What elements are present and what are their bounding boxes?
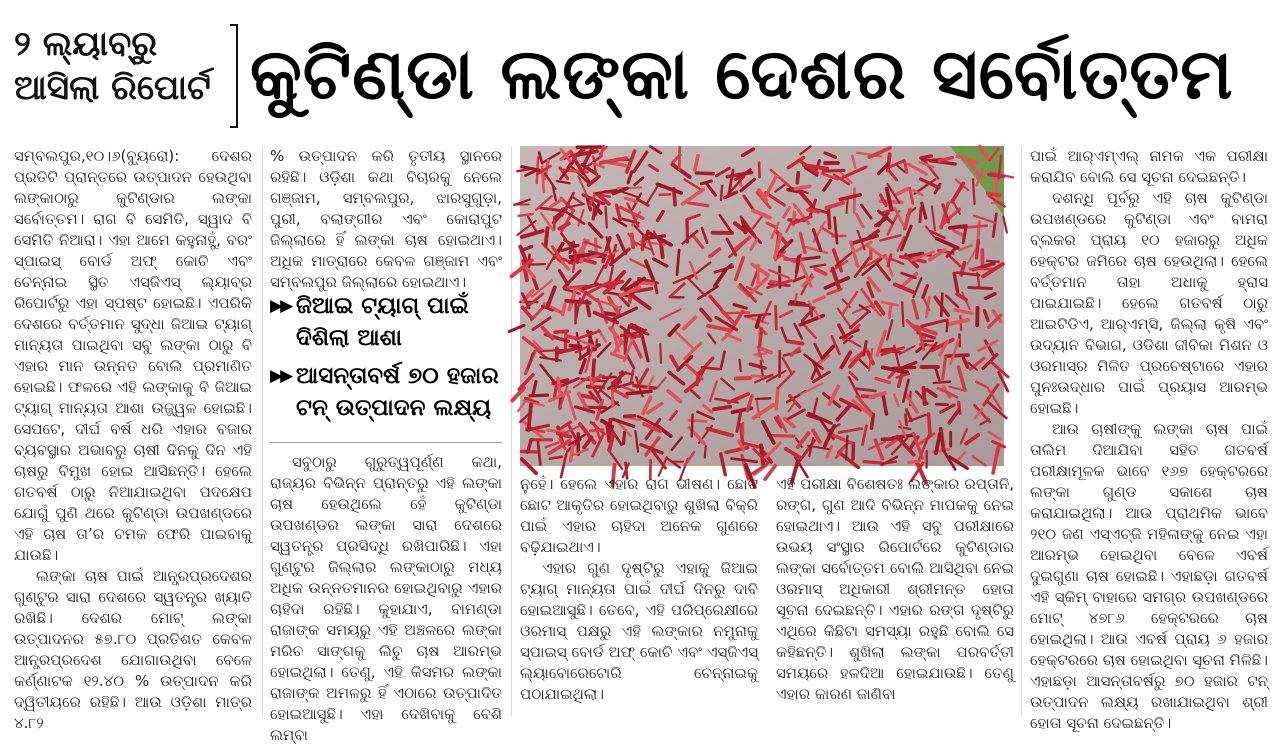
subhead-text: ଆସନ୍ତାବର୍ଷ ୭୦ ହଜାର ଟନ୍ ଉତ୍ପାଦନ ଲକ୍ଷ୍ୟ: [296, 360, 502, 424]
chili: [550, 457, 562, 459]
chili: [947, 320, 948, 332]
chili: [797, 173, 798, 183]
chili: [946, 355, 968, 356]
chili: [546, 228, 548, 246]
chili: [796, 186, 810, 189]
chili: [758, 265, 759, 282]
chili: [736, 378, 750, 379]
chili: [787, 341, 802, 343]
subhead-gi-tag: [270, 290, 502, 354]
chili: [969, 288, 991, 289]
kicker: [14, 22, 226, 110]
chili: [905, 162, 907, 172]
chili: [977, 240, 979, 257]
chili: [988, 193, 1000, 195]
chili: [624, 433, 625, 444]
chili: [627, 391, 651, 393]
chili: [705, 446, 706, 458]
article-column-5: [1030, 146, 1268, 716]
chili: [776, 388, 778, 408]
chili: [714, 407, 730, 409]
chili: [642, 236, 644, 250]
double-arrow-icon: ▶▶: [270, 360, 296, 392]
paragraph: ନୁହେଁ। ହେଲେ ଏହାର ରାଗ ଭୀଷଣ। ଛୋଟ ଛୋଟ ଆକୃତିର ହୋଇଥିବାରୁ ଶୁଖିଲା ବିକ୍ରି ପାଇଁ ଏହାର ଚାହିଦା ଅନେକ ଗୁଣରେ ବଢ଼ିଯାଇଥାଏ।: [520, 474, 758, 558]
double-arrow-icon: ▶▶: [270, 290, 296, 322]
paragraph: ସମ୍ବଲପୁର,୧୦।୬(ବ୍ୟୁରୋ): ଦେଶର ପ୍ରତିଟି ପ୍ରାନ୍ତରେ ଉତ୍ପାଦନ ହେଉଥିବା ଲଙ୍କାଠାରୁ କୁଟିଣ୍ଡାର ଲଙ୍କା ସର୍ବୋତ୍ତମ। ରାଗ ବି ସେମିତି, ସ୍ୱାଦ ବି ସେମିତି ନିଆରା। ଏହା ଆମେ କହୁନାହୁଁ, ବରଂ ସ୍ପାଇସ୍ ବୋର୍ଡ ଅଫ୍ କୋଚି ଏବଂ ଚେନ୍ନାଇ ସ୍ଥିତ ଏସ୍‌ଜିଏସ୍ ଲ୍ୟାବ୍‌ର ରିପୋର୍ଟରୁ ଏହା ସ୍ପଷ୍ଟ ହୋଇଛି। ଏପରିକି ଦେଶରେ ବର୍ତ୍ତମାନ ସୁଦ୍ଧା ଜିଆଇ ଟ୍ୟାଗ୍ ମାନ୍ୟତା ପାଇଥିବା ସବୁ ଲଙ୍କା ଠାରୁ ବି ଏହାର ମାନ ଉନ୍ନତ ବୋଲି ପ୍ରମାଣିତ ହୋଇଛି। ଫଳରେ ଏହି ଲଙ୍କାକୁ ବି ଜିଆଇ ଟ୍ୟାଗ୍ ମାନ୍ୟତା ଆଶା ଉଜ୍ଜ୍ୱଳ ହୋଇଛି। ସେପଟେ, ଦୀର୍ଘ ବର୍ଷ ଧରି ଏହାର ବଜାର ବ୍ୟବସ୍ଥାର ଅଭାବରୁ ଚାଷୀ ଦିନକୁ ଦିନ ଏହି ଚାଷରୁ ବିମୁଖ ହୋଇ ଆସିଛନ୍ତି। ହେଲେ ଗତବର୍ଷ ଠାରୁ ନିଆଯାଇଥିବା ପଦକ୍ଷେପ ଯୋଗୁଁ ପୁଣି ଥରେ କୁଟିଣ୍ଡା ଉପଖଣ୍ଡରେ ଏହି ଚାଷ ତା’ର ଚମକ ଫେରି ପାଇବାକୁ ଯାଉଛି।: [14, 146, 252, 566]
chili: [617, 187, 641, 188]
chili: [702, 367, 719, 369]
kicker-bracket: [230, 24, 238, 128]
paragraph: ଦଶନ୍ଧି ପୂର୍ବରୁ ଏହି ଚାଷ କୁଟିଣ୍ଡା ଉପଖଣ୍ଡରେ କୁଟିଣ୍ଡା ଏବଂ ବାମରା ବ୍ଲକର ପ୍ରାୟ ୧୦ ହଜାରରୁ ଅଧିକ ହେକ୍ଟର ଜମିରେ ଚାଷ ହେଉଥିଲା। ହେଲେ ବର୍ତ୍ତମାନ ତାହା ଅଧାକୁ ହ୍ରାସ ପାଇଯାଇଛି। ହେଲେ ଗତବର୍ଷ ଠାରୁ ଆଇଟିଡିଏ, ଆର୍‌ଏମ୍‌ସି, ଜିଲ୍ଲା କୃଷି ଏବଂ ଉଦ୍ୟାନ ବିଭାଗ, ଓଡିଶା ଜୀବିକା ମିଶନ ଓ ଓରମାସ୍ର ମିଳିତ ପ୍ରଚେଷ୍ଟାରେ ଏହାର ପୁନଃଉଦ୍ଧାର ପାଇଁ ପ୍ରୟାସ ଆରମ୍ଭ ହୋଇଛି।: [1030, 188, 1268, 419]
chili: [606, 207, 607, 228]
chili: [530, 395, 548, 396]
column-divider: [262, 146, 263, 716]
article-column-3: [520, 474, 758, 716]
paragraph: ପାଇଁ ଆର୍‌ଏମ୍‌ଏଲ୍ ନାମକ ଏକ ପରୀକ୍ଷା କରାଯିବ ବୋଲି ସେ ସୂଚନା ଦେଇଛନ୍ତି।: [1030, 146, 1268, 188]
chili: [909, 461, 920, 462]
paragraph: ଲଙ୍କା ଚାଷ ପାଇଁ ଆନ୍ଧ୍ରପ୍ରଦେଶର ଗୁଣ୍ଟୁର ସାରା ଦେଶରେ ସ୍ୱତନ୍ତ୍ର ଖ୍ୟାତି ରଖିଛି। ଦେଶର ମୋଟ୍ ଲଙ୍କା ଉତ୍ପାଦନର ୫୭.୮୦ ପ୍ରତିଶତ କେବଳ ଆନ୍ଧ୍ରପ୍ରଦେଶ ଯୋଗାଉଥିବା ବେଳେ କର୍ଣ୍ଣାଟକ ୧୨.୪୦ % ଉତ୍ପାଦନ କରି ଦ୍ୱିତୀୟରେ ରହିଛି। ଆଉ ଓଡ଼ିଶା ମାତ୍ର ୪.୮୨: [14, 566, 252, 734]
subheads: [270, 290, 502, 430]
kicker-line-1: ୨ ଲ୍ୟାବ୍‌ରୁ: [14, 22, 226, 66]
chili: [893, 367, 915, 368]
chili: [973, 179, 975, 204]
chili: [902, 302, 903, 326]
chili: [696, 173, 713, 174]
chili: [528, 264, 545, 265]
chili: [566, 301, 589, 303]
chili: [759, 163, 760, 177]
paragraph: % ଉତ୍ପାଦନ କରି ତୃତୀୟ ସ୍ଥାନରେ ରହିଛି। ଓଡ଼ିଶା କଥା ବିଚାରକୁ ନେଲେ ଗଞ୍ଜାମ, ସମ୍ବଲପୁର, ଝାରସୁଗୁଡ଼ା, ପୁରୀ, ବଲାଙ୍ଗୀର ଏବଂ କୋରାପୁଟ ଜିଲ୍ଲାରେ ହିଁ ଲଙ୍କା ଚାଷ ହୋଇଥାଏ। ଅଧିକ ମାତ୍ରାରେ କେବଳ ଗଞ୍ଜାମ ଏବଂ ସମ୍ବଲପୁର ଜିଲ୍ଲାରେ ହୋଇଥାଏ।: [270, 146, 502, 293]
chili: [950, 226, 964, 228]
column-divider: [1021, 146, 1022, 716]
chili: [721, 186, 722, 200]
chili: [660, 344, 661, 363]
chili: [906, 415, 907, 426]
chili: [889, 304, 891, 318]
paragraph: ଏହାର ଗୁଣ ଦୃଷ୍ଟିରୁ ଏହାକୁ ଜିଆଇ ଟ୍ୟାଗ୍ ମାନ୍ୟତା ପାଇଁ ଦୀର୍ଘ ଦିନରୁ ଦାବି ହୋଇଆସୁଛି। ତେବେ, ଏହି ପରିପ୍ରେକ୍ଷୀରେ ଓରମାସ୍ ପକ୍ଷରୁ ଏହି ଲଙ୍କାର ନମୁନାକୁ ସ୍ପାଇସ୍ ବୋର୍ଡ ଅଫ୍ କୋଚି ଏବଂ ଏସ୍‌ଜିଏସ୍ ଲ୍ୟାବୋରେଟୋରି ଚେନ୍ନାଇକୁ ପଠାଯାଇଥିଲା।: [520, 558, 758, 705]
chili: [604, 313, 615, 314]
chili: [660, 194, 671, 195]
chili: [625, 416, 635, 417]
chili: [570, 346, 580, 347]
chili: [740, 360, 741, 371]
chili: [756, 398, 771, 399]
chili: [797, 257, 799, 272]
chili: [987, 261, 999, 262]
column-divider: [511, 146, 512, 716]
paragraph: ଏହି ପରୀକ୍ଷା ବିଶେଷତଃ ଲଙ୍କାର ରପ୍ତାନି, ରଙ୍ଗ, ଗୁଣ ଆଦି ବିଭିନ୍ନ ମାପକକୁ ନେଇ ହୋଇଥାଏ। ଆଉ ଏହି ସବୁ ପରୀକ୍ଷାରେ ଉଭୟ ସଂସ୍ଥାର ରିପୋର୍ଟରେ କୁଟିଣ୍ଡାର ଲଙ୍କା ସର୍ବୋତ୍ତମ ବୋଲି ଆସିଥିବା ନେଇ ଓରମାସ୍ ଅଧିକାରୀ ଶ୍ରୀମନ୍ତ ହୋତା ସୂଚନା ଦେଇଛନ୍ତି। ଏହାର ରଙ୍ଗ ଦୃଷ୍ଟିରୁ ଏଥିରେ କିଛିଟା ସମସ୍ୟା ରହୁଛି ବୋଲି ସେ କହିଛନ୍ତି। ଶୁଖିଲା ଲଙ୍କା ପରବର୍ତ୍ତୀ ସମୟରେ ହଳଦିଆ ହୋଇଯାଉଛି। ତେଣୁ ଏହାର କାରଣ ଜାଣିବା: [776, 474, 1014, 705]
chili: [590, 430, 603, 431]
kicker-line-2: ଆସିଲା ରିପୋର୍ଟ: [14, 66, 226, 110]
chili: [765, 466, 775, 480]
chili: [692, 415, 693, 437]
chili: [760, 329, 762, 347]
chili: [555, 331, 567, 332]
article-column-2-bottom: [270, 452, 502, 716]
article-column-1: [14, 146, 252, 716]
chili: [727, 313, 749, 314]
chili: [593, 360, 594, 376]
chili: [936, 404, 947, 405]
chili: [864, 462, 883, 464]
subhead-divider: [270, 442, 502, 443]
chili: [978, 222, 979, 242]
chili-drying-photo: [520, 146, 1004, 466]
chili: [769, 436, 795, 437]
chili: [846, 436, 847, 460]
chili: [921, 156, 931, 158]
chili: [920, 208, 921, 222]
paragraph: ଆଉ ଚାଷୀଙ୍କୁ ଲଙ୍କା ଚାଷ ପାଇଁ ତାଲିମ ଦିଆଯିବା ସହିତ ଗତବର୍ଷ ପରୀକ୍ଷାମୂଳକ ଭାବେ ୧୬୭ ହେକ୍ଟରରେ ଲଙ୍କା ଗୁଣ୍ଡ ସକାଶେ ଚାଷ କରାଯାଇଥିଲା। ଆଉ ପ୍ରାଥମିକ ଭାବେ ୨୧୦ ଜଣ ଏସ୍‌ଏଚ୍‌ଜି ମହିଳାଙ୍କୁ ନେଇ ଏହା ଆରମ୍ଭ ହୋଇଥିବା ବେଳେ ଏବର୍ଷ ଦୁଇଗୁଣା ଚାଷ ହୋଇଛି। ଏହାଛଡ଼ା ଗତବର୍ଷ ଏହି ସ୍କିମ୍ ବାହାରେ ସମଗ୍ର ଉପଖଣ୍ଡରେ ମୋଟ୍ ୪୭୮୬ ହେକ୍ଟରରେ ଚାଷ ହୋଇଥିଲା। ଆଉ ଏବର୍ଷ ପ୍ରାୟ ୬ ହଜାର ହେକ୍ଟରରେ ଚାଷ ହୋଇଥିବା ସୂଚନା ମିଳିଛି। ଏହାଛଡ଼ା ଆସନ୍ତାବର୍ଷରୁ ୭୦ ହଜାର ଟନ୍ ଉତ୍ପାଦନ ଲକ୍ଷ୍ୟ ରଖାଯାଇଥିବା ଶ୍ରୀ ହୋତା ସୂଚନା ଦେଇଛନ୍ତି।: [1030, 419, 1268, 734]
chili: [847, 200, 848, 213]
article-column-4: [776, 474, 1014, 716]
chili: [529, 404, 532, 430]
chili: [989, 175, 1004, 177]
chili-photo-illustration: [520, 146, 1004, 466]
chili: [776, 306, 777, 329]
headline: କୁଟିଣ୍ଡା ଲଙ୍କା ଦେଶର ସର୍ବୋତ୍ତମ: [250, 20, 1270, 130]
chili: [929, 414, 931, 436]
chili: [829, 210, 830, 228]
chili: [934, 382, 950, 383]
chili: [941, 294, 942, 316]
paragraph: ସବୁଠାରୁ ଗୁରୁତ୍ୱପୂର୍ଣ୍ଣ କଥା, ରାଜ୍ୟର ବିଭିନ୍ନ ପ୍ରାନ୍ତରୁ ଏହି ଲଙ୍କା ଚାଷ ହେଉଥିଲେ ହେଁ କୁଟିଣ୍ଡା ଉପଖଣ୍ଡର ଲଙ୍କା ସାରା ଦେଶରେ ସ୍ୱତନ୍ତ୍ର ପ୍ରସିଦ୍ଧି ରଖିପାରିଛି। ଏହା ଗୁଣ୍ଟୁର ଜିଲ୍ଲାର ଲଙ୍କାଠାରୁ ମଧ୍ୟ ଅଧିକ ଉନ୍ନତମାନର ହୋଇଥିବାରୁ ଏହାର ଚାହିଦା ରହିଛି। କୁହାଯାଏ, ବାମଣ୍ଡା ରାଜାଙ୍କ ସମୟରୁ ଏହି ଅଞ୍ଚଳରେ ଲଙ୍କା ମରିଚ ସାଙ୍ଗକୁ ଲିଚୁ ଚାଷ ଆରମ୍ଭ ହୋଇଥିଲା। ତେଣୁ, ଏହି କିସମର ଲଙ୍କା ରାଜାଙ୍କ ଅମଳରୁ ହିଁ ଏଠାରେ ଉତ୍ପାଦିତ ହୋଇଆସୁଛି। ଏହା ଦେଖିବାକୁ ବେଶି ଲମ୍ବା: [270, 452, 502, 746]
chili: [655, 283, 657, 293]
chili: [789, 304, 810, 306]
subhead-text: ଜିଆଇ ଟ୍ୟାଗ୍ ପାଇଁ ଦିଶିଲା ଆଶା: [296, 290, 502, 354]
chili: [697, 373, 699, 385]
subhead-production-target: [270, 360, 502, 424]
article-column-2-top: [270, 146, 502, 286]
chili: [808, 210, 818, 212]
chili: [924, 388, 925, 404]
